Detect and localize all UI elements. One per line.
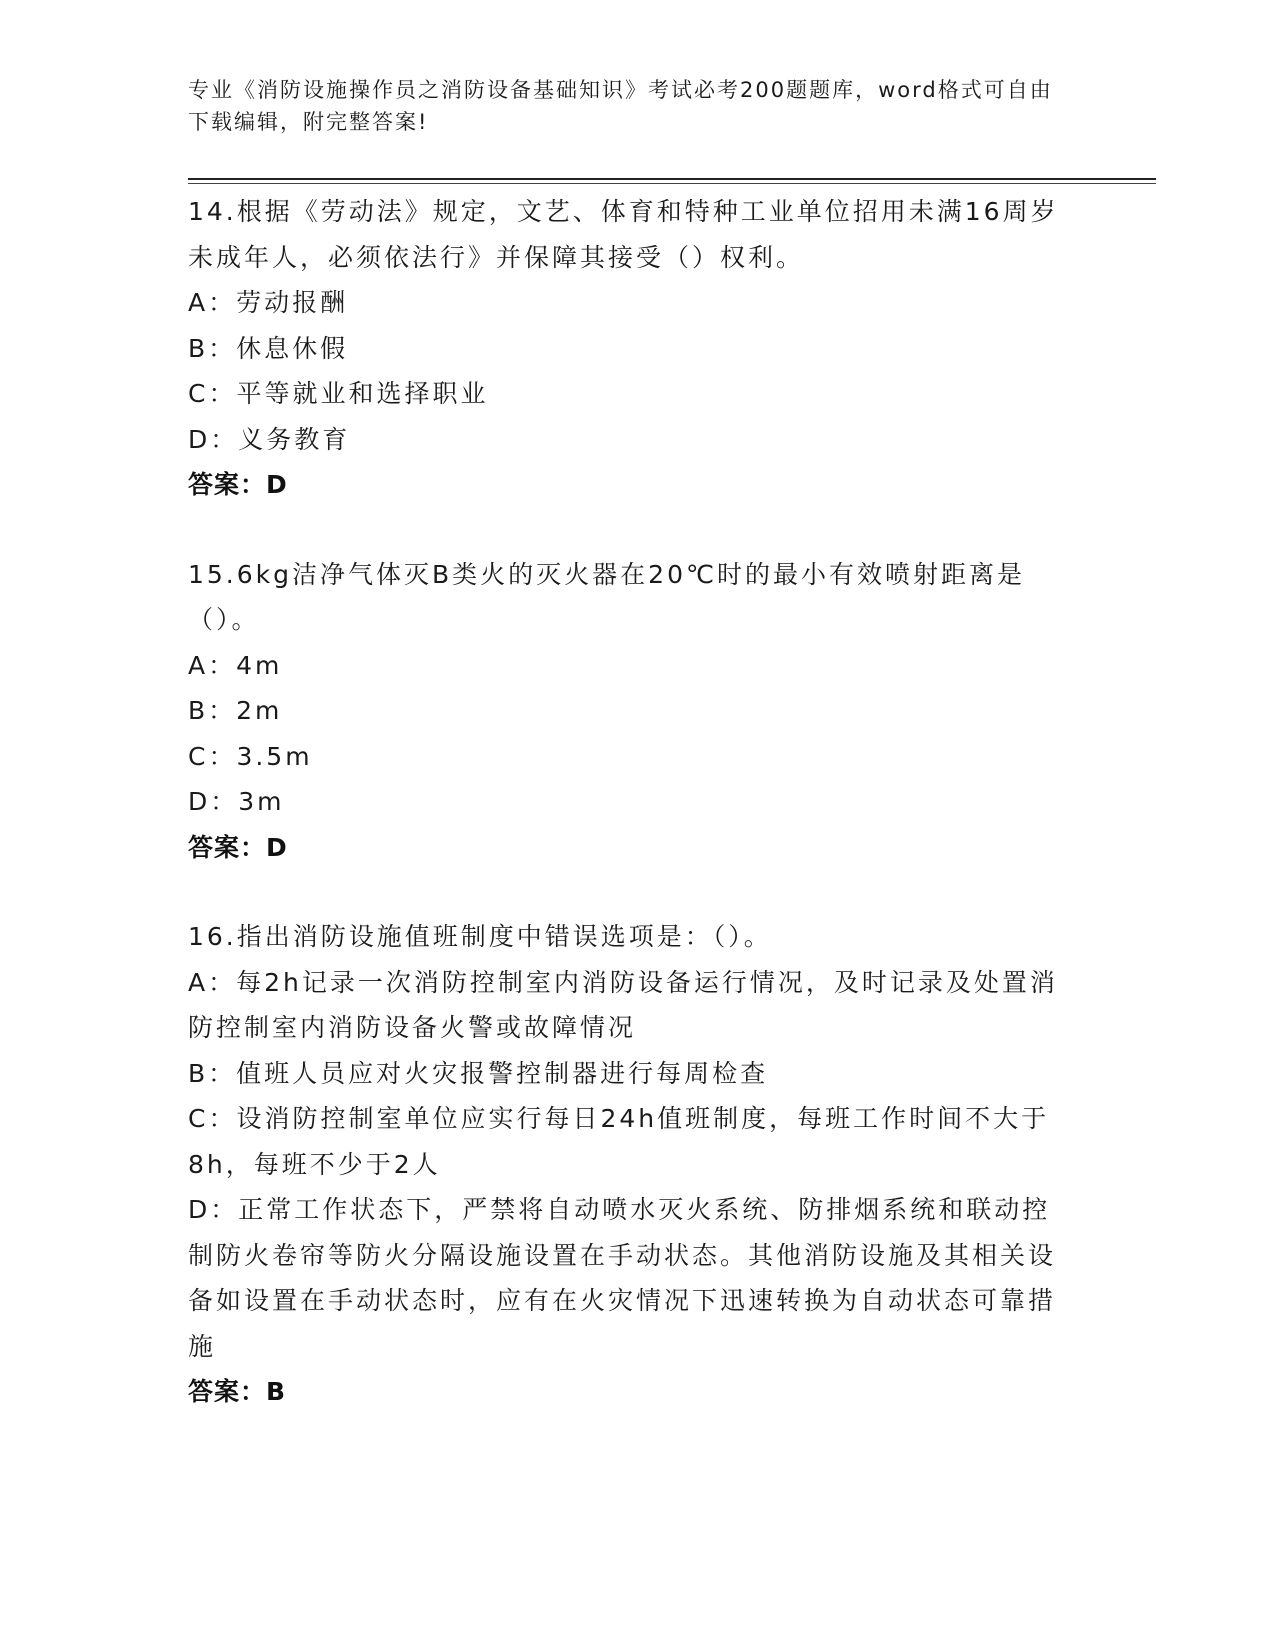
option-b: B：值班人员应对火灾报警控制器进行每周检查 — [188, 1058, 769, 1088]
option-b: B：2m — [188, 696, 283, 725]
option-c: C：3.5m — [188, 741, 313, 771]
question-spacer — [188, 508, 1068, 552]
question-stem: 15.6kg洁净气体灭B类火的灭火器在20℃时的最小有效喷射距离是（）。 — [188, 559, 1026, 634]
page-header-text: 专业《消防设施操作员之消防设备基础知识》考试必考200题题库，word格式可自由下载编辑，附完整答案! — [188, 78, 1053, 134]
header-divider — [188, 178, 1156, 180]
option-d: D：义务教育 — [188, 424, 351, 454]
header-divider-secondary — [188, 183, 1156, 184]
answer-key: 答案：D — [188, 470, 288, 499]
option-b: B：休息休假 — [188, 333, 349, 363]
option-d: D：3m — [188, 787, 285, 816]
question-list — [188, 189, 1068, 1415]
option-a: A：每2h记录一次消防控制室内消防设备运行情况，及时记录及处置消防控制室内消防设备火警或故障情况 — [188, 967, 1058, 1042]
question-stem: 16.指出消防设施值班制度中错误选项是：（）。 — [188, 922, 772, 951]
question-15 — [188, 552, 1068, 871]
question-spacer — [188, 870, 1068, 914]
option-c: C：设消防控制室单位应实行每日24h值班制度，每班工作时间不大于8h，每班不少于2人 — [188, 1104, 1050, 1179]
answer-key: 答案：B — [188, 1377, 287, 1406]
question-stem: 14.根据《劳动法》规定，文艺、体育和特种工业单位招用未满16周岁未成年人，必须依法行》并保障其接受（）权利。 — [188, 197, 1059, 272]
question-14 — [188, 189, 1068, 508]
option-c: C：平等就业和选择职业 — [188, 379, 489, 408]
option-d: D：正常工作状态下，严禁将自动喷水灭火系统、防排烟系统和联动控制防火卷帘等防火分隔设施设置在手动状态。其他消防设施及其相关设备如设置在手动状态时，应有在火灾情况下迅速转换为自动状态可靠措施 — [188, 1195, 1057, 1361]
question-16 — [188, 914, 1068, 1415]
answer-key: 答案：D — [188, 832, 288, 862]
option-a: A：4m — [188, 650, 283, 680]
option-a: A：劳动报酬 — [188, 288, 349, 317]
